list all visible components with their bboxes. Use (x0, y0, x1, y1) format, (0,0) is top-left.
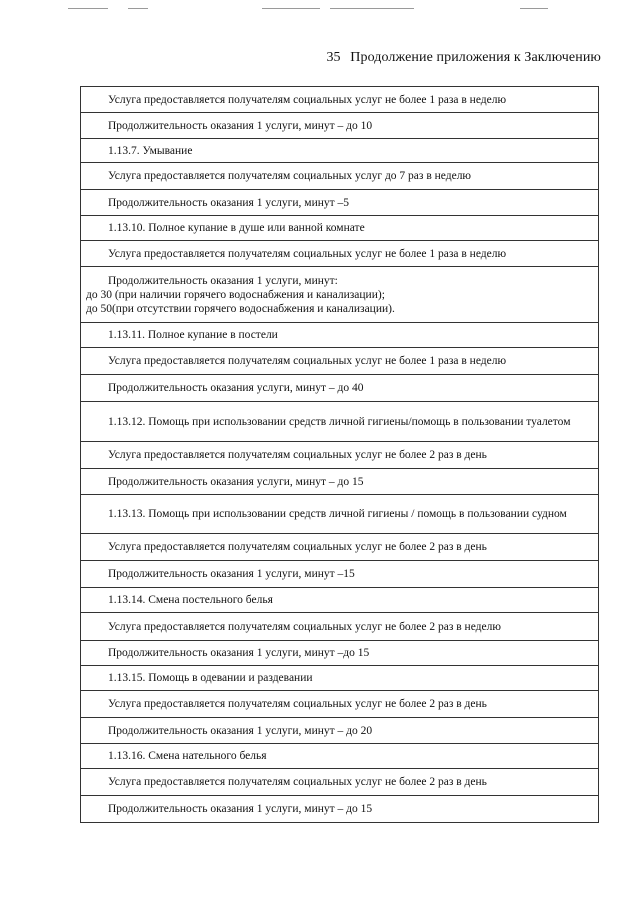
table-row (81, 718, 599, 744)
table-cell (81, 495, 599, 534)
table-row (81, 641, 599, 666)
table-row (81, 348, 599, 375)
table-row (81, 495, 599, 534)
cell-text: 1.13.12. Помощь при использовании средств личной гигиены/помощь в пользовании туалетом (108, 415, 571, 428)
table-cell (81, 796, 599, 823)
table-cell (81, 691, 599, 718)
table-row (81, 402, 599, 442)
cell-text: 1.13.13. Помощь при использовании средств личной гигиены / помощь в пользовании судном (108, 508, 567, 520)
cell-text: Продолжительность оказания 1 услуги, минут: (108, 274, 338, 287)
table-row (81, 190, 599, 216)
table-row (81, 691, 599, 718)
cell-text: Продолжительность оказания 1 услуги, минут –5 (108, 196, 350, 209)
table-cell (81, 641, 599, 666)
table-row (81, 442, 599, 469)
services-table (80, 86, 599, 823)
table-cell (81, 534, 599, 561)
table-row (81, 375, 599, 402)
cell-text: Услуга предоставляется получателям социальных услуг не более 1 раза в неделю (108, 93, 507, 106)
table-cell (81, 139, 599, 163)
table-row (81, 744, 599, 769)
cell-text: 1.13.11. Полное купание в постели (108, 329, 278, 341)
table-cell (81, 561, 599, 588)
cell-text: Услуга предоставляется получателям социальных услуг не более 2 раз в день (108, 698, 487, 710)
table-cell (81, 666, 599, 691)
cell-text: Услуга предоставляется получателям социальных услуг не более 2 раз в неделю (108, 620, 501, 633)
table-cell (81, 348, 599, 375)
table-row (81, 87, 599, 113)
table-row (81, 323, 599, 348)
table-row (81, 666, 599, 691)
table-cell (81, 190, 599, 216)
cell-text: Услуга предоставляется получателям социальных услуг не более 2 раз в день (108, 776, 487, 788)
table-row (81, 534, 599, 561)
cell-text: Продолжительность оказания 1 услуги, минут –15 (108, 568, 355, 580)
table-row (81, 216, 599, 241)
table-row (81, 163, 599, 190)
table-row (81, 241, 599, 267)
cell-text: 1.13.16. Смена нательного белья (108, 750, 267, 762)
table-cell (81, 323, 599, 348)
table-cell (81, 241, 599, 267)
cell-text: до 50(при отсутствии горячего водоснабжения и канализации). (86, 302, 395, 315)
table-cell (81, 718, 599, 744)
table-row (81, 769, 599, 796)
table-row (81, 267, 599, 323)
page-number: 35 (326, 50, 341, 65)
cell-text: Услуга предоставляется получателям социальных услуг не более 1 раза в неделю (108, 355, 507, 367)
cell-text: Продолжительность оказания услуги, минут – до 15 (108, 475, 364, 488)
table-cell (81, 588, 599, 613)
cell-text: до 30 (при наличии горячего водоснабжения и канализации); (86, 288, 385, 301)
table-row (81, 469, 599, 495)
cell-text: Услуга предоставляется получателям социальных услуг не более 1 раза в неделю (108, 247, 507, 260)
cell-text: Продолжительность оказания 1 услуги, минут –до 15 (108, 647, 370, 659)
scan-edge-marks (0, 8, 639, 10)
table-row (81, 113, 599, 139)
table-row (81, 613, 599, 641)
table-cell (81, 442, 599, 469)
table-cell (81, 87, 599, 113)
cell-text: Продолжительность оказания услуги, минут – до 40 (108, 382, 364, 394)
table-row (81, 561, 599, 588)
cell-text: Продолжительность оказания 1 услуги, минут – до 15 (108, 803, 373, 815)
table-cell (81, 113, 599, 139)
cell-text: Услуга предоставляется получателям социальных услуг до 7 раз в неделю (108, 170, 472, 182)
cell-text: 1.13.14. Смена постельного белья (108, 594, 273, 606)
table-cell (81, 613, 599, 641)
page-header (326, 50, 601, 66)
cell-text: 1.13.15. Помощь в одевании и раздевании (108, 672, 313, 684)
table-cell (81, 375, 599, 402)
table-row (81, 796, 599, 823)
table-cell (81, 402, 599, 442)
cell-text: Услуга предоставляется получателям социальных услуг не более 2 раз в день (108, 541, 487, 553)
table-row (81, 588, 599, 613)
table-cell (81, 267, 599, 323)
table-cell (81, 163, 599, 190)
page-header-title: Продолжение приложения к Заключению (350, 50, 601, 65)
table-cell (81, 744, 599, 769)
table-cell (81, 469, 599, 495)
table-cell (81, 216, 599, 241)
cell-text: Продолжительность оказания 1 услуги, минут – до 10 (108, 119, 373, 132)
cell-text: Услуга предоставляется получателям социальных услуг не более 2 раз в день (108, 449, 487, 461)
table-cell (81, 769, 599, 796)
cell-text: 1.13.7. Умывание (108, 144, 193, 157)
cell-text: Продолжительность оказания 1 услуги, минут – до 20 (108, 724, 373, 737)
cell-text: 1.13.10. Полное купание в душе или ванной комнате (108, 222, 365, 234)
table-row (81, 139, 599, 163)
